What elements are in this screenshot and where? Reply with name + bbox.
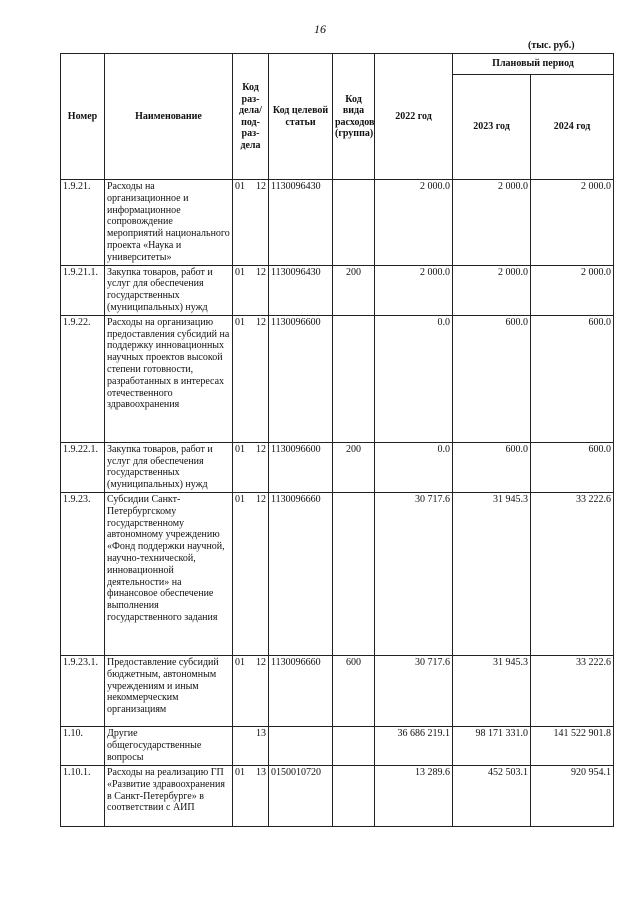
row-number: 1.9.21.1. bbox=[61, 265, 105, 315]
row-section-code: 13 bbox=[233, 726, 269, 765]
row-name: Закупка товаров, работ и услуг для обеспечения государственных (муниципальных) нужд bbox=[105, 265, 233, 315]
table-row bbox=[61, 492, 614, 655]
row-value-2024: 2 000.0 bbox=[531, 265, 614, 315]
row-value-2022: 0.0 bbox=[375, 315, 453, 442]
header-expense-type-code: Код вида расходов (группа) bbox=[333, 54, 375, 180]
row-section-code: 01 12 bbox=[233, 265, 269, 315]
table-row bbox=[61, 765, 614, 826]
page-number: 16 bbox=[314, 22, 326, 36]
row-section-code: 01 12 bbox=[233, 492, 269, 655]
table-row bbox=[61, 315, 614, 442]
row-value-2023: 600.0 bbox=[453, 315, 531, 442]
header-year-2024: 2024 год bbox=[531, 75, 614, 180]
row-target-code: 1130096430 bbox=[269, 265, 333, 315]
row-section-code: 01 12 bbox=[233, 180, 269, 266]
row-value-2024: 2 000.0 bbox=[531, 180, 614, 266]
row-expense-type bbox=[333, 180, 375, 266]
row-section-code: 01 13 bbox=[233, 765, 269, 826]
header-planned-period: Плановый период bbox=[453, 54, 614, 75]
row-value-2024: 141 522 901.8 bbox=[531, 726, 614, 765]
row-value-2024: 920 954.1 bbox=[531, 765, 614, 826]
row-name: Расходы на организационное и информационное сопровождение мероприятий национального проекта «Наука и университеты» bbox=[105, 180, 233, 266]
header-name: Наименование bbox=[105, 54, 233, 180]
table-row bbox=[61, 726, 614, 765]
table-row bbox=[61, 442, 614, 492]
row-number: 1.9.23.1. bbox=[61, 655, 105, 726]
budget-table bbox=[60, 53, 614, 827]
row-value-2023: 31 945.3 bbox=[453, 492, 531, 655]
row-number: 1.9.22.1. bbox=[61, 442, 105, 492]
table-row bbox=[61, 180, 614, 266]
row-target-code: 1130096600 bbox=[269, 442, 333, 492]
row-number: 1.9.22. bbox=[61, 315, 105, 442]
row-value-2022: 30 717.6 bbox=[375, 492, 453, 655]
header-year-2023: 2023 год bbox=[453, 75, 531, 180]
row-expense-type bbox=[333, 765, 375, 826]
row-number: 1.10. bbox=[61, 726, 105, 765]
row-value-2024: 33 222.6 bbox=[531, 655, 614, 726]
row-target-code: 1130096660 bbox=[269, 655, 333, 726]
row-section-code: 01 12 bbox=[233, 655, 269, 726]
row-value-2022: 0.0 bbox=[375, 442, 453, 492]
row-name: Предоставление субсидий бюджетным, автономным учреждениям и иным некоммерческим организациям bbox=[105, 655, 233, 726]
row-value-2023: 98 171 331.0 bbox=[453, 726, 531, 765]
row-name: Субсидии Санкт-Петербургскому государственному автономному учреждению «Фонд поддержки научной, научно-технической, инновационной деятельности» на финансовое обеспечение выполнения государственного задания bbox=[105, 492, 233, 655]
row-target-code: 1130096660 bbox=[269, 492, 333, 655]
row-name: Другие общегосударственные вопросы bbox=[105, 726, 233, 765]
row-expense-type bbox=[333, 315, 375, 442]
row-value-2024: 33 222.6 bbox=[531, 492, 614, 655]
row-value-2023: 2 000.0 bbox=[453, 180, 531, 266]
header-section-code: Код раз-дела/ под-раз-дела bbox=[233, 54, 269, 180]
row-number: 1.9.21. bbox=[61, 180, 105, 266]
row-value-2022: 2 000.0 bbox=[375, 265, 453, 315]
row-value-2024: 600.0 bbox=[531, 442, 614, 492]
row-section-code: 01 12 bbox=[233, 442, 269, 492]
table-row bbox=[61, 655, 614, 726]
row-number: 1.9.23. bbox=[61, 492, 105, 655]
row-value-2023: 600.0 bbox=[453, 442, 531, 492]
table-row bbox=[61, 265, 614, 315]
row-target-code: 0150010720 bbox=[269, 765, 333, 826]
header-target-code: Код целевой статьи bbox=[269, 54, 333, 180]
row-name: Расходы на организацию предоставления субсидий на поддержку инновационных научных проектов высокой степени готовности, разработанных в интересах отечественного здравоохранения bbox=[105, 315, 233, 442]
row-expense-type bbox=[333, 492, 375, 655]
row-name: Закупка товаров, работ и услуг для обеспечения государственных (муниципальных) нужд bbox=[105, 442, 233, 492]
row-target-code: 1130096600 bbox=[269, 315, 333, 442]
header-year-2022: 2022 год bbox=[375, 54, 453, 180]
row-target-code bbox=[269, 726, 333, 765]
row-value-2022: 2 000.0 bbox=[375, 180, 453, 266]
row-name: Расходы на реализацию ГП «Развитие здравоохранения в Санкт-Петербурге» в соответствии с АИП bbox=[105, 765, 233, 826]
row-expense-type bbox=[333, 726, 375, 765]
row-value-2023: 452 503.1 bbox=[453, 765, 531, 826]
row-expense-type: 200 bbox=[333, 442, 375, 492]
row-value-2022: 13 289.6 bbox=[375, 765, 453, 826]
row-number: 1.10.1. bbox=[61, 765, 105, 826]
row-value-2023: 2 000.0 bbox=[453, 265, 531, 315]
row-value-2022: 30 717.6 bbox=[375, 655, 453, 726]
row-value-2023: 31 945.3 bbox=[453, 655, 531, 726]
row-expense-type: 200 bbox=[333, 265, 375, 315]
row-value-2024: 600.0 bbox=[531, 315, 614, 442]
header-number: Номер bbox=[61, 54, 105, 180]
units-label: (тыс. руб.) bbox=[528, 40, 575, 51]
row-expense-type: 600 bbox=[333, 655, 375, 726]
row-section-code: 01 12 bbox=[233, 315, 269, 442]
row-target-code: 1130096430 bbox=[269, 180, 333, 266]
row-value-2022: 36 686 219.1 bbox=[375, 726, 453, 765]
